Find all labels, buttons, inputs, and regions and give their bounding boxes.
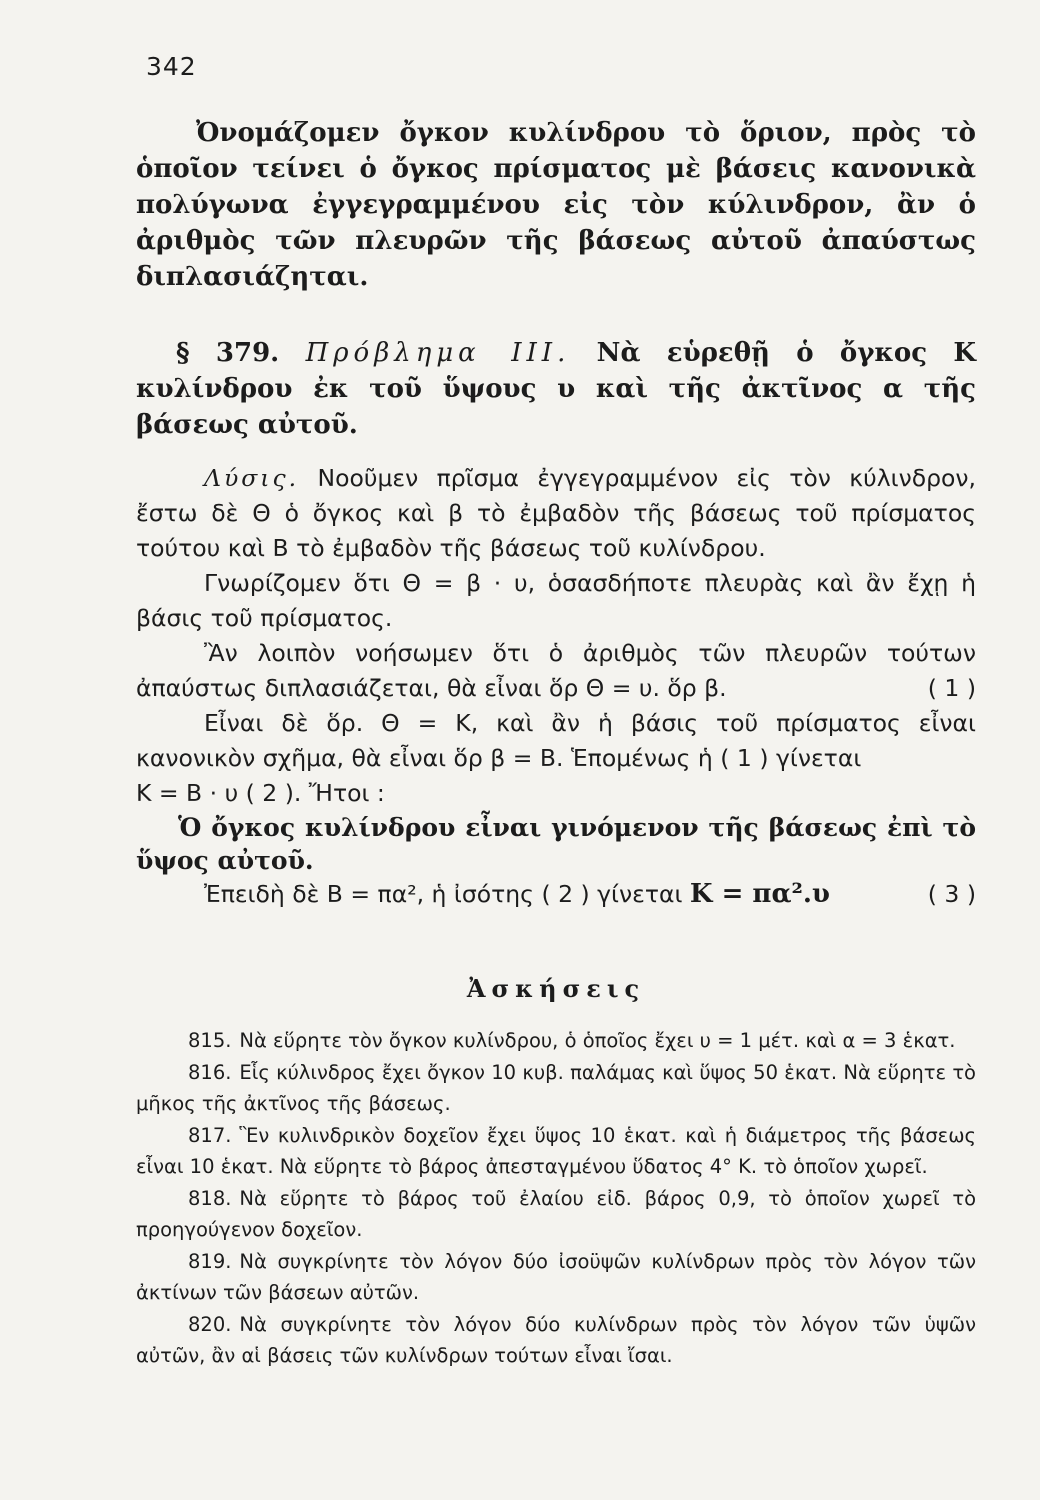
problem-statement: Νὰ εὑρεθῇ ὁ ὄγκος Κ κυλίνδρου ἐκ τοῦ ὕψους υ καὶ τῆς ἀκτῖνος α τῆς βάσεως αὐτοῦ. <box>136 338 976 440</box>
exercise-item <box>136 1246 976 1309</box>
exercise-text: Νὰ συγκρίνητε τὸν λόγον δύο κυλίνδρων πρὸς τὸν λόγον τῶν ὑψῶν αὐτῶν, ἂν αἱ βάσεις τῶν κυλίνδρων τούτων εἶναι ἴσαι. <box>136 1312 976 1367</box>
equation-number-1: ( 1 ) <box>927 674 976 702</box>
solution-paragraph-1 <box>136 461 976 566</box>
solution-paragraph-4: Εἶναι δὲ ὅρ. Θ = Κ, καὶ ἂν ἡ βάσις τοῦ πρίσματος εἶναι κανονικὸν σχῆμα, θὰ εἶναι ὅρ β = Β. Ἑπομένως ἡ ( 1 ) γίνεται <box>136 709 976 772</box>
solution-paragraph-6 <box>136 877 976 912</box>
cylinder-volume-definition: Ὀνομάζομεν ὄγκον κυλίνδρου τὸ ὅριον, πρὸς τὸ ὁποῖον τείνει ὁ ὄγκος πρίσματος μὲ βάσεις κανονικὰ πολύγωνα ἐγγεγραμμένου εἰς τὸν κύλινδρον, ἂν ὁ ἀριθμὸς τῶν πλευρῶν τῆς βάσεως αὐτοῦ ἀπαύστως διπλασιάζηται. <box>136 118 976 292</box>
solution-text-6: Ἐπειδὴ δὲ Β = πα², ἡ ἰσότης ( 2 ) γίνεται <box>204 880 683 908</box>
solution-paragraph-5: Κ = Β · υ ( 2 ). Ἤτοι : <box>136 779 385 807</box>
exercise-number: 815. <box>188 1029 232 1052</box>
solution-label: Λύσις. <box>204 464 300 492</box>
exercise-list <box>136 1025 976 1372</box>
exercise-item <box>136 1309 976 1372</box>
solution-paragraph-3 <box>136 636 976 706</box>
exercise-text: Νὰ συγκρίνητε τὸν λόγον δύο ἰσοϋψῶν κυλίνδρων πρὸς τὸν λόγον τῶν ἀκτίνων τῶν βάσεων αὐτῶν. <box>136 1249 976 1304</box>
exercise-number: 818. <box>188 1186 232 1210</box>
exercise-item <box>136 1025 976 1057</box>
book-page <box>136 52 976 1372</box>
exercise-item <box>136 1120 976 1183</box>
exercise-item <box>136 1183 976 1246</box>
exercise-text: Εἷς κύλινδρος ἔχει ὄγκον 10 κυβ. παλάμας καὶ ὕψος 50 ἑκατ. Νὰ εὕρητε τὸ μῆκος τῆς ἀκτῖνος τῆς βάσεως. <box>136 1060 976 1115</box>
page-number: 342 <box>146 52 197 81</box>
exercise-number: 819. <box>188 1249 232 1273</box>
exercises-heading: Ἀσκήσεις <box>466 974 646 1003</box>
final-formula: Κ = πα².υ <box>689 879 830 909</box>
equation-number-3: ( 3 ) <box>927 880 976 908</box>
solution-paragraph-2: Γνωρίζομεν ὅτι Θ = β · υ, ὁσασδήποτε πλευρὰς καὶ ἂν ἔχῃ ἡ βάσις τοῦ πρίσματος. <box>136 569 976 632</box>
exercise-text: Ἓν κυλινδρικὸν δοχεῖον ἔχει ὕψος 10 ἑκατ. καὶ ἡ διάμετρος τῆς βάσεως εἶναι 10 ἑκατ. Νὰ εὕρητε τὸ βάρος ἀπεσταγμένου ὕδατος 4° Κ. τὸ ὁποῖον χωρεῖ. <box>136 1123 976 1178</box>
exercise-number: 816. <box>188 1060 232 1084</box>
solution-text-3: Ἂν λοιπὸν νοήσωμεν ὅτι ὁ ἀριθμὸς τῶν πλευρῶν τούτων ἀπαύστως διπλασιάζεται, θὰ εἶναι ὅρ Θ = υ. ὅρ β. <box>136 639 976 702</box>
exercise-text: Νὰ εὕρητε τὸ βάρος τοῦ ἐλαίου εἰδ. βάρος 0,9, τὸ ὁποῖον χωρεῖ τὸ προηγούγενον δοχεῖον. <box>136 1186 976 1241</box>
section-number: § 379. <box>176 338 280 368</box>
problem-label: Πρόβλημα ΙΙΙ. <box>305 338 571 368</box>
problem-heading <box>136 335 976 443</box>
solution-text-1: Νοοῦμεν πρῖσμα ἐγγεγραμμένον εἰς τὸν κύλινδρον, ἔστω δὲ Θ ὁ ὄγκος καὶ β τὸ ἐμβαδὸν τῆς βάσεως τοῦ πρίσματος τούτου καὶ Β τὸ ἐμβαδὸν τῆς βάσεως τοῦ κυλίνδρου. <box>136 464 976 562</box>
exercise-number: 820. <box>188 1312 232 1336</box>
exercise-item <box>136 1057 976 1120</box>
theorem-statement: Ὁ ὄγκος κυλίνδρου εἶναι γινόμενον τῆς βάσεως ἐπὶ τὸ ὕψος αὐτοῦ. <box>136 813 976 875</box>
exercise-number: 817. <box>188 1123 232 1147</box>
exercise-text: Νὰ εὕρητε τὸν ὄγκον κυλίνδρου, ὁ ὁποῖος ἔχει υ = 1 μέτ. καὶ α = 3 ἑκατ. <box>239 1029 956 1052</box>
